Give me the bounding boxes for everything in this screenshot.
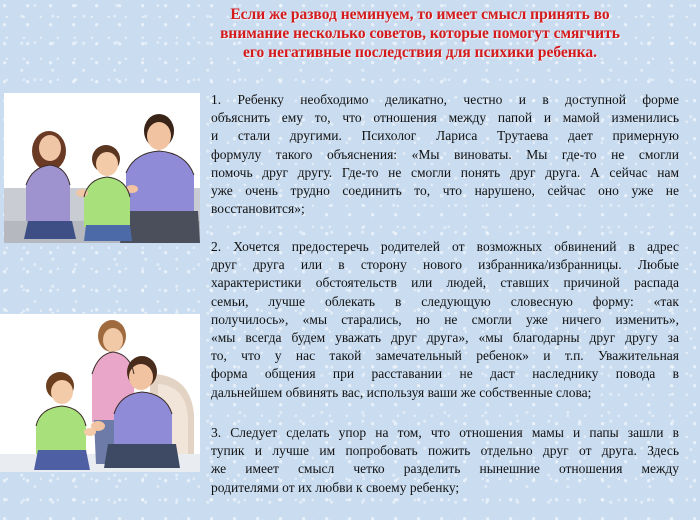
text-line: друг друга или в сторону нового избранника/избранницы. Любые <box>211 257 679 273</box>
page-title <box>150 5 690 62</box>
text-line: помочь друг другу. Где-то не смогли понять друг друга. А сейчас нам <box>211 164 679 180</box>
text-line: уже очень трудно соединить то, что нарушено, сейчас оно уже не <box>211 183 679 199</box>
text-line: тупик и лучше им попробовать пожить отдельно друг от друга. Здесь <box>211 443 679 459</box>
title-line: Если же развод неминуем, то имеет смысл принять во <box>230 6 610 23</box>
parents-comforting-child-illustration <box>0 314 200 472</box>
text-line: объяснить ему то, что отношения между папой и мамой изменились <box>211 110 679 126</box>
text-line: форма общения при расставании не даст наследнику повода в <box>211 366 679 382</box>
text-line: «мы всегда будем уважать друг друга», «мы благодарны друг другу за <box>211 330 679 346</box>
advice-paragraph-3 <box>211 424 679 497</box>
advice-paragraph-2 <box>211 238 679 402</box>
text-line: 2. Хочется предостеречь родителей от возможных обвинений в адрес <box>211 239 679 254</box>
text-line: семьи, лучше облекать в следующую словесную форму: «так <box>211 293 679 309</box>
text-line: 1. Ребенку необходимо деликатно, честно и в доступной форме <box>211 92 679 107</box>
text-line: формулу такого объяснения: «Мы виноваты. Мы где-то не смогли <box>211 146 679 162</box>
text-line: получилось», «мы старались, но не смогли уже ничего изменить», <box>211 311 679 327</box>
text-line: родителями от их любви к своему ребенку; <box>211 479 460 495</box>
advice-paragraph-1 <box>211 91 679 218</box>
text-line: то, что у нас такой замечательный ребенок» и т.п. Уважительная <box>211 348 679 364</box>
text-line: и стали другими. Психолог Лариса Трутаева дает примерную <box>211 128 679 144</box>
text-line: 3. Следует сделать упор на том, что отношения мамы и папы зашли в <box>211 425 679 440</box>
text-line: характеристики обстоятельств или людей, ставших причиной распада <box>211 275 679 291</box>
title-line: его негативные последствия для психики ребенка. <box>242 44 598 61</box>
title-line: внимание несколько советов, которые помогут смягчить <box>220 25 620 42</box>
family-sofa-illustration <box>4 93 200 243</box>
text-line: же имеет смысл четко разделить нынешние отношения между <box>211 461 679 477</box>
text-line: восстановится»; <box>211 201 305 217</box>
text-line: дальнейшем обвинять вас, используя ваши же собственные слова; <box>211 384 592 400</box>
